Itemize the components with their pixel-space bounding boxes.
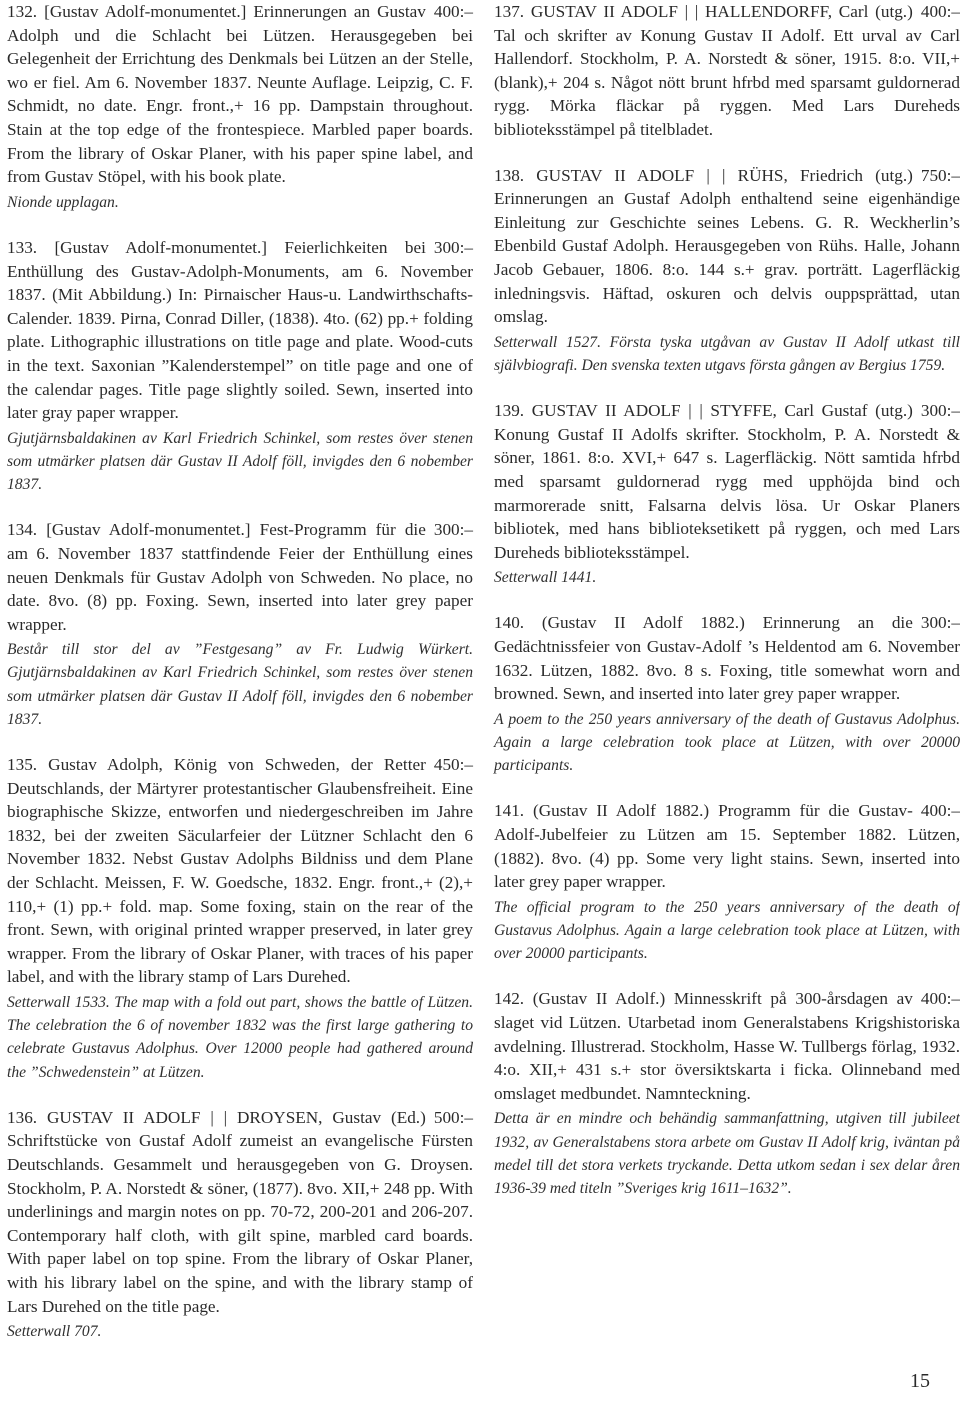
entry-text: 139. GUSTAV II ADOLF | | STYFFE, Carl Gustaf (utg.) Konung Gustaf II Adolfs skrifter. Stockholm, P. A. Norstedt & söner, 1861. 8:o. XVI,+ 647 s. Lagerfläckig. Nött samtida hfrbd med sparsamt guldornerad rygg med upphöjda bind och marmorerade snitt, Falsarna delvis lösa. Ur Oskar Planers bibliotek, med hans biblioteksetikett på ryggen, och med Lars Dureheds biblioteksstämpel. [494, 401, 960, 562]
entry-note: Setterwall 707. [7, 1323, 102, 1341]
page-number: 15 [910, 1370, 930, 1392]
entry-price: 300:– [920, 613, 960, 633]
entry-note: Gjutjärnsbaldakinen av Karl Friedrich Schinkel, som restes över stenen som utmärker platsen där Gustav II Adolf föll, invigdes den 6 nobember 1837. [7, 429, 473, 494]
entry-note: Setterwall 1533. The map with a fold out part, shows the battle of Lützen. The celebration the 6 of november 1832 was the first large gathering to celebrate Gustavus Adolphus. Over 12000 people had gathered around the ”Schwedenstein” at Lützen. [7, 994, 473, 1081]
entry-141 [494, 799, 960, 893]
entry-price: 300:– [433, 237, 473, 257]
entry-note: Nionde upplagan. [7, 193, 119, 211]
entry-text: 141. (Gustav II Adolf 1882.) Programm für die Gustav-Adolf-Jubelfeier zu Lützen am 15. September 1882. Lützen, (1882). 8vo. (4) pp. Some very light stains. Sewn, inserted into later grey paper wrapper. [494, 801, 960, 892]
entry-text: 138. GUSTAV II ADOLF | | RÜHS, Friedrich (utg.) Erinnerungen an Gustaf Adolph enthaltend seine eigenhändige Einleitung zur Geschichte seines Lebens. G. R. Weckherlin’s Ebenbild Gustaf Adolph. Herausgegeben von Rühs. Halle, Johann Jacob Gebauer, 1806. 8:o. 144 s.+ grav. porträtt. Lagerfläckig inledningsvis. Häftad, oskuren och delvis ouppsprättad, utan omslag. [494, 165, 960, 327]
entry-price: 750:– [920, 165, 960, 185]
entry-136 [7, 1106, 473, 1318]
entry-price: 450:– [433, 755, 473, 775]
entry-142 [494, 987, 960, 1105]
left-column [7, 0, 473, 1343]
entry-note: Består till stor del av ”Festgesang” av Fr. Ludwig Würkert. Gjutjärnsbaldakinen av Karl Friedrich Schinkel, som restes över stenen som utmärker platsen där Gustav II Adolf föll, invigdes den 6 nobember 1837. [7, 641, 473, 728]
entry-text: 140. (Gustav II Adolf 1882.) Erinnerung an die Gedächtnissfeier von Gustav-Adolf ’s Heldentod am 6. November 1632. Lützen, 1882. 8vo. 8 s. Foxing, title somewhat worn and browned. Sewn, and inserted into later grey paper wrapper. [494, 613, 960, 704]
entry-text: 135. Gustav Adolph, König von Schweden, der Retter Deutschlands, der Märtyrer protestantischer Glaubensfreiheit. Eine biographische Skizze, entworfen und niedergeschreiben im Jahre 1832, bei der zweiten Säcularfeier der Lützner Schlacht den 6 November 1832. Nebst Gustav Adolphs Bildniss und dem Plane der Schlacht. Meissen, F. W. Goedsche, 1832. Engr. front.,+ (2),+ 110,+ (1) pp.+ fold. map. Some foxing, stain on the rear of the front. Sewn, with original printed wrapper preserved, in later grey wrapper. From the library of Oskar Planer, with traces of his paper label, and with the library stamp of Lars Durehed. [7, 755, 473, 987]
entry-price: 500:– [433, 1107, 473, 1127]
entry-note: A poem to the 250 years anniversary of the death of Gustavus Adolphus. Again a large celebration took place at Lützen, with over 20000 participants. [494, 710, 960, 775]
entry-price: 300:– [920, 401, 960, 421]
entry-135 [7, 753, 473, 989]
entry-price: 400:– [920, 801, 960, 821]
entry-price: 400:– [920, 2, 960, 21]
entry-text: 132. [Gustav Adolf-monumentet.] Erinnerungen an Gustav Adolph und die Schlacht bei Lützen. Herausgegeben bei Gelegenheit der Errichtung des Denkmals bei Lützen an der Stelle, wo er fiel. Am 6. November 1837. Neunte Auflage. Leipzig, C. F. Schmidt, no date. Engr. front.,+ 16 pp. Dampstain throughout. Stain at the top edge of the frontespiece. Marbled paper boards. From the library of Oskar Planer, with his paper spine label, and from Gustav Stöpel, with his book plate. [7, 2, 473, 187]
entry-137 [494, 0, 960, 142]
entry-text: 137. GUSTAV II ADOLF | | HALLENDORFF, Carl (utg.) Tal och skrifter av Konung Gustav II Adolf. Ett urval av Carl Hallendorf. Stockholm, P. A. Norstedt & söner, 1915. 8:o. VII,+ (blank),+ 204 s. Något nött brunt hfrbd med sparsamt guldornerad rygg. Mörka fläckar på ryggen. Med Lars Dureheds biblioteksstämpel på titelbladet. [494, 2, 960, 139]
entry-134 [7, 518, 473, 636]
entry-text: 136. GUSTAV II ADOLF | | DROYSEN, Gustav (Ed.) Schriftstücke von Gustaf Adolf zumeist an evangelische Fürsten Deutschlands. Gesammelt und herausgegeben von G. Droysen. Stockholm, P. A. Norstedt & söner, (1877). 8vo. XII,+ 248 pp. With underlinings and margin notes on pp. 70-72, 200-201 and 206-207. Contemporary half cloth, with gilt spine, marbled card boards. With paper label on top spine. From the library of Oskar Planer, with his library label on the spine, and with the library stamp of Lars Durehed on the title page. [7, 1107, 473, 1316]
entry-price: 400:– [920, 989, 960, 1009]
entry-text: 142. (Gustav II Adolf.) Minnesskrift på 300-årsdagen av slaget vid Lützen. Utarbetad inom Generalstabens Krigshistoriska avdelning. Illustrerad. Stockholm, Hasse W. Tullbergs förlag, 1932. 4:o. XII,+ 431 s.+ stor översiktskarta i ficka. Olinneband med omslaget medbundet. Namnteckning. [494, 989, 960, 1103]
entry-139 [494, 399, 960, 564]
entry-price: 300:– [433, 520, 473, 540]
entry-text: 134. [Gustav Adolf-monumentet.] Fest-Programm für die am 6. November 1837 stattfindende Feier der Enthüllung eines neuen Denkmals für Gustav Adolph von Schweden. No place, no date. 8vo. (8) pp. Foxing. Sewn, inserted into later grey paper wrapper. [7, 520, 473, 634]
right-column [494, 0, 960, 1200]
entry-text: 133. [Gustav Adolf-monumentet.] Feierlichkeiten bei Enthüllung des Gustav-Adolph-Monuments, am 6. November 1837. (Mit Abbildung.) In: Pirnaischer Haus-u. Landwirthschafts-Calender. 1839. Pirna, Conrad Diller, (1838). 4to. (62) pp.+ folding plate. Lithographic illustrations on title page and plate. Wood-cuts in the text. Saxonian ”Kalenderstempel” on title page and one of the calendar pages. Title page slightly soiled. Sewn, inserted into later gray paper wrapper. [7, 237, 473, 423]
entry-140 [494, 611, 960, 705]
entry-price: 400:– [433, 2, 473, 21]
entry-133 [7, 236, 473, 425]
entry-note: Detta är en mindre och behändig sammanfattning, utgiven till jubileet 1932, av Generalstabens stora arbete om Gustav II Adolf krig, iväntan på medel till det stora verkets tryckande. Detta utkom sedan i sex delar åren 1936-39 med titeln ”Sveriges krig 1611–1632”. [494, 1110, 960, 1198]
entry-138 [494, 164, 960, 329]
entry-132 [7, 0, 473, 189]
entry-note: The official program to the 250 years anniversary of the death of Gustavus Adolphus. Again a large celebration took place at Lützen, with over 20000 participants. [494, 898, 960, 963]
entry-note: Setterwall 1527. Första tyska utgåvan av Gustav II Adolf utkast till självbiografi. Den svenska texten utgavs första gången av Bergius 1759. [494, 333, 960, 374]
entry-note: Setterwall 1441. [494, 569, 597, 587]
